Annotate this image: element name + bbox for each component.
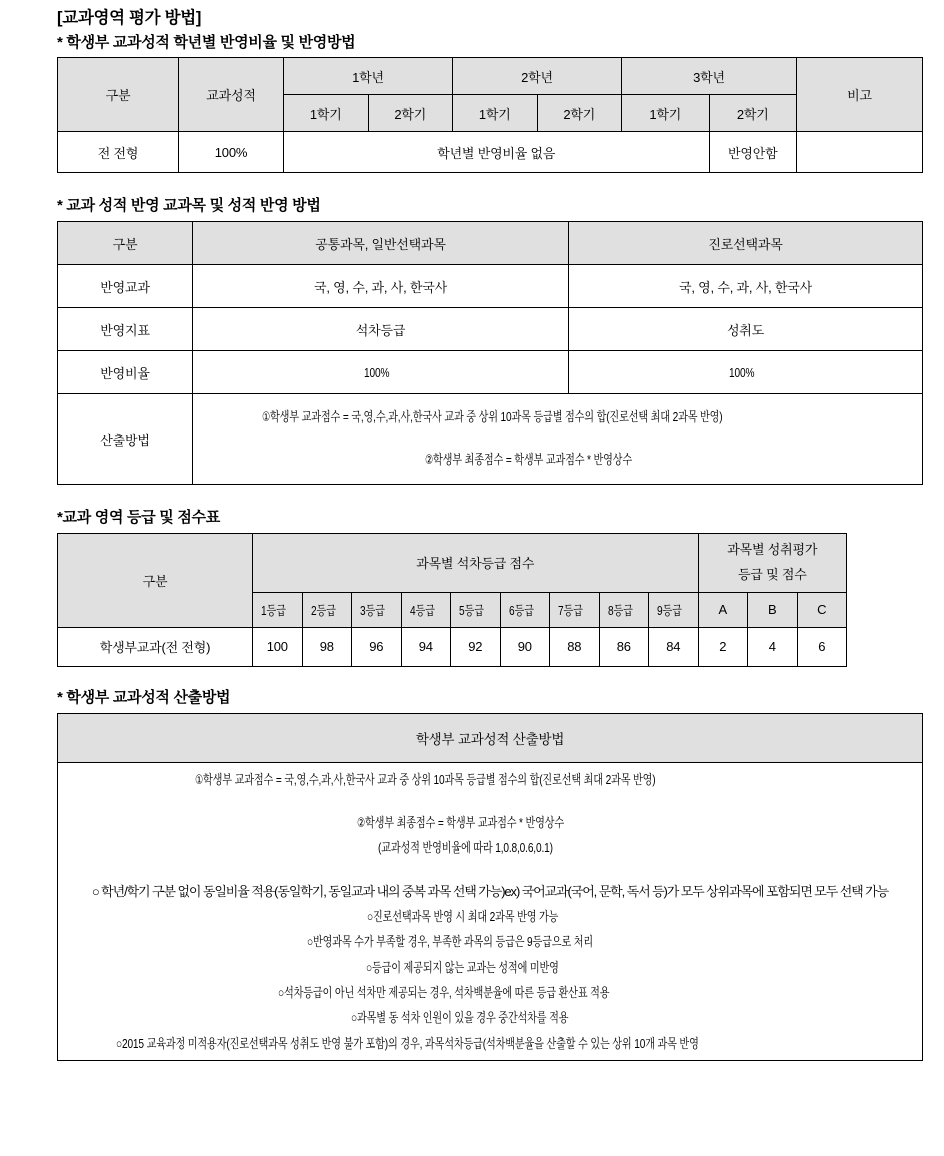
- cell-grade-6-score: 90: [500, 627, 550, 666]
- header-grade-5: 5등급: [451, 592, 501, 627]
- cell-grade-7-score: 88: [550, 627, 600, 666]
- spacer: [61, 861, 919, 879]
- table-row: [58, 308, 923, 351]
- header-gubun: 구분: [58, 58, 179, 132]
- header-gubun: 구분: [58, 222, 193, 265]
- cell-no-grade-ratio-note: 학년별 반영비율 없음: [284, 132, 710, 173]
- header-achievement-line1: 과목별 성취평가: [727, 542, 818, 558]
- note-item: [61, 1005, 919, 1030]
- header-grade-1: 1등급: [253, 592, 303, 627]
- note-item: [61, 955, 919, 980]
- note-item-text: ○과목별 동 석차 인원이 있을 경우 중간석차를 적용: [350, 1010, 569, 1026]
- note-item: [61, 1031, 919, 1056]
- header-achievement-b: B: [748, 592, 798, 627]
- table-row: [58, 222, 923, 265]
- header-grade-1: 1학년: [284, 58, 453, 95]
- cell-achievement-b-score: 4: [748, 627, 798, 666]
- header-gubun: 구분: [58, 533, 253, 627]
- header-g3-sem1: 1학기: [622, 95, 710, 132]
- header-g2-sem2: 2학기: [537, 95, 622, 132]
- calc-formula-2-note: [61, 835, 919, 860]
- header-achievement-a: A: [698, 592, 748, 627]
- cell-grade-9-score: 84: [649, 627, 699, 666]
- header-g1-sem2: 2학기: [368, 95, 453, 132]
- spacer: [57, 173, 923, 197]
- cell-grade3-sem2-note: 반영안함: [709, 132, 797, 173]
- note-item-text: ○반영과목 수가 부족할 경우, 부족한 과목의 등급은 9등급으로 처리: [306, 934, 593, 950]
- row-label-ratio: 반영비율: [58, 351, 193, 394]
- table-row: [58, 132, 923, 173]
- table-subject-method: [57, 221, 923, 485]
- row-label-applied-subjects: 반영교과: [58, 265, 193, 308]
- header-grade-4: 4등급: [401, 592, 451, 627]
- cell-career-applied-subjects: 국, 영, 수, 과, 사, 한국사: [569, 265, 923, 308]
- header-g3-sem2: 2학기: [709, 95, 797, 132]
- cell-common-indicator: 석차등급: [193, 308, 569, 351]
- calc-formula-2-note-text: (교과성적 반영비율에 따라 1,0.8,0.6,0.1): [377, 840, 553, 856]
- note-item-text: ○등급이 제공되지 않는 교과는 성적에 미반영: [366, 959, 560, 975]
- header-rank-grade-score: 과목별 석차등급 점수: [253, 533, 699, 592]
- table-grade-ratio: [57, 57, 923, 173]
- note-item: [61, 879, 919, 904]
- note-item: [61, 929, 919, 954]
- calc-formula-1-text: ①학생부 교과점수 = 국,영,수,과,사,한국사 교과 중 상위 10과목 등급별 점수의 합(진로선택 최대 2과목 반영): [194, 771, 656, 787]
- header-g1-sem1: 1학기: [284, 95, 369, 132]
- page-title: [교과영역 평가 방법]: [57, 9, 202, 27]
- calc-formula-1: [61, 767, 919, 792]
- header-grade-2: 2학년: [453, 58, 622, 95]
- header-common-subjects: 공통과목, 일반선택과목: [193, 222, 569, 265]
- calc-formula-1-text: ①학생부 교과점수 = 국,영,수,과,사,한국사 교과 중 상위 10과목 등급별 점수의 합(진로선택 최대 2과목 반영): [262, 409, 723, 425]
- table-row: [58, 627, 847, 666]
- header-grade-6: 6등급: [500, 592, 550, 627]
- spacer: [196, 426, 919, 452]
- header-grade-3: 3등급: [352, 592, 402, 627]
- table-row: [58, 58, 923, 95]
- header-grade-2: 2등급: [302, 592, 352, 627]
- note-item-text: ○진로선택과목 반영 시 최대 2과목 반영 가능: [367, 909, 559, 924]
- header-career-subjects: 진로선택과목: [569, 222, 923, 265]
- cell-admission-type: 전 전형: [58, 132, 179, 173]
- calc-formula-2-text: ②학생부 최종점수 = 학생부 교과점수 * 반영상수: [424, 452, 632, 468]
- section-heading-calc-method: * 학생부 교과성적 산출방법: [57, 688, 231, 706]
- row-label-student-record: 학생부교과(전 전형): [58, 627, 253, 666]
- calc-formula-2-text: ②학생부 최종점수 = 학생부 교과점수 * 반영상수: [357, 814, 565, 830]
- table-score-table: [57, 533, 847, 667]
- header-achievement-c: C: [797, 592, 847, 627]
- table-row: [58, 762, 923, 1060]
- section-heading-grade-ratio: * 학생부 교과성적 학년별 반영비율 및 반영방법: [57, 33, 356, 51]
- cell-remark: [797, 132, 923, 173]
- row-label-indicator: 반영지표: [58, 308, 193, 351]
- note-item-text: ○2015 교육과정 미적용자(진로선택과목 성취도 반영 불가 포함)의 경우, 과목석차등급(석차백분율을 산출할 수 있는 상위 10개 과목 반영: [116, 1035, 700, 1051]
- table-row: [58, 351, 923, 394]
- table-calc-method: [57, 713, 923, 1061]
- section-heading-subject-method: * 교과 성적 반영 교과목 및 성적 반영 방법: [57, 197, 321, 215]
- cell-common-ratio-text: 100%: [364, 364, 390, 380]
- row-label-calculation: 산출방법: [58, 394, 193, 485]
- cell-common-applied-subjects: 국, 영, 수, 과, 사, 한국사: [193, 265, 569, 308]
- cell-grade-8-score: 86: [599, 627, 649, 666]
- header-grade-9: 9등급: [649, 592, 699, 627]
- calc-box-body: [58, 762, 923, 1060]
- section-heading-score-table: *교과 영역 등급 및 점수표: [57, 509, 220, 527]
- cell-ratio: 100%: [179, 132, 284, 173]
- cell-grade-5-score: 92: [451, 627, 501, 666]
- note-item: [61, 904, 919, 929]
- calc-formula-2: [61, 810, 919, 835]
- calc-formula-1: [196, 409, 919, 426]
- spacer: [57, 667, 923, 689]
- table-row: [58, 394, 923, 485]
- calc-box-title: 학생부 교과성적 산출방법: [58, 713, 923, 762]
- calc-formula-2: [196, 452, 919, 469]
- cell-achievement-c-score: 6: [797, 627, 847, 666]
- note-item-text: ○석차등급이 아닌 석차만 제공되는 경우, 석차백분율에 따른 등급 환산표 적용: [277, 985, 609, 1001]
- header-grade-3: 3학년: [622, 58, 797, 95]
- cell-grade-1-score: 100: [253, 627, 303, 666]
- note-item: [61, 980, 919, 1005]
- header-grade-8: 8등급: [599, 592, 649, 627]
- header-g2-sem1: 1학기: [453, 95, 538, 132]
- header-grade-7: 7등급: [550, 592, 600, 627]
- document-content: [57, 8, 923, 1061]
- table-row: [58, 533, 847, 592]
- cell-grade-3-score: 96: [352, 627, 402, 666]
- cell-career-ratio-text: 100%: [729, 364, 755, 380]
- note-item-text: ○ 학년/학기 구분 없이 동일비율 적용(동일학기, 동일교과 내의 중복 과목 선택 가능)ex) 국어교과(국어, 문학, 독서 등)가 모두 상위과목에 포함되면 모두 선택 가능: [91, 883, 889, 899]
- cell-calculation-method: [193, 394, 923, 485]
- cell-achievement-a-score: 2: [698, 627, 748, 666]
- cell-grade-4-score: 94: [401, 627, 451, 666]
- table-row: [58, 265, 923, 308]
- header-achievement-line2: 등급 및 점수: [737, 566, 807, 582]
- table-row: [58, 713, 923, 762]
- spacer: [57, 485, 923, 509]
- cell-grade-2-score: 98: [302, 627, 352, 666]
- header-achievement-score: [698, 533, 847, 592]
- cell-common-ratio: [193, 351, 569, 394]
- spacer: [61, 792, 919, 810]
- header-subject-score: 교과성적: [179, 58, 284, 132]
- header-remark: 비고: [797, 58, 923, 132]
- cell-career-indicator: 성취도: [569, 308, 923, 351]
- cell-career-ratio: [569, 351, 923, 394]
